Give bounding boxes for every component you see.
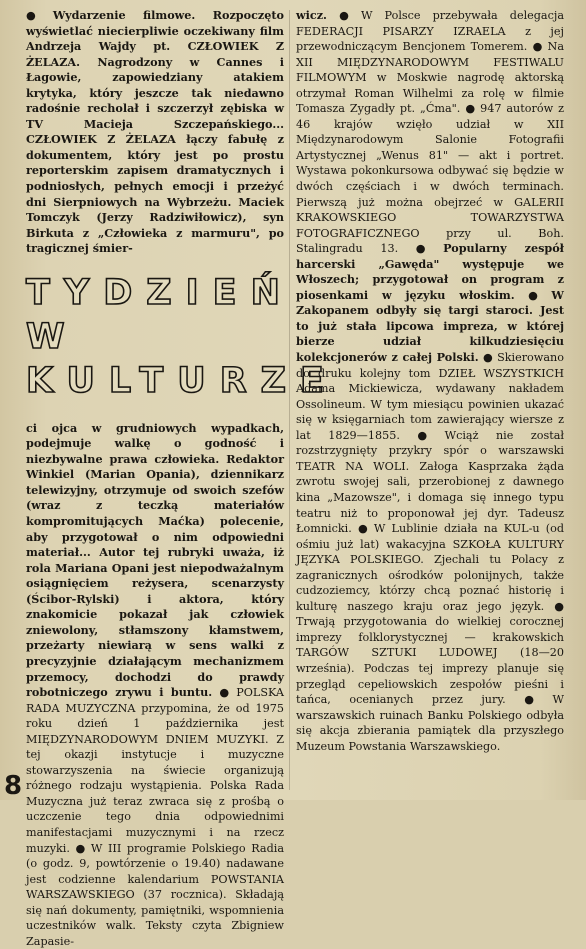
article-zakopane-fair: W Zakopanem odbyły się targi staroci. Jest to już stała lipcowa impreza, w której bierze udział kilkudziesięciu kolekcjonerów z całej Polski. <box>296 287 564 365</box>
article-teatr-na-woli: Wciąż nie został rozstrzygnięty przykry spór o warszawski TEATR NA WOLI. Załoga Kasprzaka żąda zwrotu swojej sali, przerobionej z dawnego kina „Mazowsze", i domaga się innego typu teatru niż to proponował jej dyr. Tadeusz Łomnicki. <box>296 428 564 536</box>
heading-line-1: TYDZIEŃ <box>26 272 294 313</box>
article-gaweda: Popularny zespół harcerski „Gawęda" występuje we Włoszech; przygotował on program z piosenkami w języku włoskim. <box>296 241 564 302</box>
bullet-icon: ● <box>415 242 426 256</box>
bullet-icon: ● <box>554 599 564 613</box>
bullet-icon: ● <box>465 102 476 116</box>
bullet-icon: ● <box>417 428 428 442</box>
article-folk-fair: Trwają przygotowania do wielkiej corocznej imprezy folklorystycznej — krakowskich TARGÓW SZTUKI LUDOWEJ (18—20 września). Podczas tej imprezy planuje się przegląd cepeliowskich zespołów pieśni i tańca, ocenianych przez jury. <box>296 615 564 707</box>
right-column <box>296 8 564 754</box>
bullet-icon: ● <box>339 9 349 22</box>
section-heading <box>26 271 338 403</box>
article-moscow-festival: Na XII MIĘDZYNARODOWYM FESTIWALU FILMOWYM w Moskwie nagrodę aktorską otrzymał Roman Wilhelmi za rolę w filmie Tomasza Zygadły pt. „Ćma". <box>296 40 564 116</box>
left-column <box>26 8 338 949</box>
bullet-icon: ● <box>357 522 368 536</box>
bullet-icon: ● <box>524 693 535 707</box>
heading-line-2: W KULTURZE <box>26 316 338 401</box>
article-music-day: POLSKA RADA MUZYCZNA przypomina, że od 1975 roku dzień 1 października jest MIĘDZYNARODOWYM DNIEM MUZYKI. Z tej okazji instytucje i muzyczne stowarzyszenia na świecie organizują różnego rodzaju wystąpienia. Polska Rada Muzyczna już teraz zwraca się z prośbą o uczczenie tego dnia odpowiednimi manifestacjami muzycznymi i na rzecz muzyki. <box>26 686 284 855</box>
article-mickiewicz: Skierowano do druku kolejny tom DZIEŁ WSZYSTKICH Adama Mickiewicza, wydawany nakładem Ossolineum. W tym miesiącu powinien ukazać się w księgarniach tom zawierający wiersze z lat 1829—1855. <box>296 351 564 442</box>
bullet-icon: ● <box>532 40 543 54</box>
article-photo-salon: 947 autorów z 46 krajów wzięło udział w XII Międzynarodowym Salonie Fotografii Artystycznej „Wenus 81" — akt i portret. Wystawa pokonkursowa odbywać się będzie w dwóch częściach i w dwóch terminach. Pierwszą już można obejrzeć w GALERII KRAKOWSKIEGO TOWARZYSTWA FOTOGRAFICZNEGO przy ul. Boh. Stalingradu 13. <box>296 102 565 256</box>
article-kul-school: W Lublinie działa na KUL-u (od ośmiu już lat) wakacyjna SZKOŁA KULTURY JĘZYKA POLSKIEGO. Zjechali tu Polacy z zagranicznych ośrodków polonijnych, także cudzoziemcy, którzy chcą poznać historię i kulturę naszego kraju oraz jego język. <box>296 522 564 613</box>
bullet-icon: ● <box>26 9 36 22</box>
page-number: 8 <box>4 771 23 801</box>
article-film-continued: ci ojca w grudniowych wypadkach, podejmuje walkę o godność i niezbywalne prawa człowieka. Redaktor Winkiel (Marian Opania), dziennikarz telewizyjny, otrzymuje od swoich szefów (wraz z teczką materiałów kompromitujących Maćka) polecenie, aby przygotował o nim odpowiedni materiał... Autor tej rubryki uważa, iż rola Mariana Opani jest niepodważalnym osiągnięciem reżysera, scenarzysty (Ścibor-Rylski) i aktora, który znakomicie pokazał jak człowiek zniewolony, stłamszony kłamstwem, przeżarty niewiarą w sens walki z precyzyjnie działającym mechanizmem przemocy, dochodzi do prawdy robotniczego zrywu i buntu. ● POLSKA RADA MUZYCZNA przypomina, że od 1975 roku dzień 1 października jest MIĘDZYNARODOWYM DNIEM MUZYKI. Z tej okazji instytucje i muzyczne stowarzyszenia na świecie organizują różnego rodzaju wystąpienia. Polska Rada Muzyczna już teraz zwraca się z prośbą o uczczenie tego dnia odpowiednimi manifestacjami muzycznymi i na rzecz muzyki. ● W III programie Polskiego Radia (o godz. 9, powtórzenie o 19.40) nadawane jest codzienne kalendarium POWSTANIA WARSZAWSKIEGO (37 rocznica). Składają się nań dokumenty, pamiętniki, wspomnienia uczestników walk. Teksty czyta Zbigniew Zapasie- <box>26 420 284 948</box>
article-film-lead: ● Wydarzenie filmowe. Rozpoczęto wyświetlać niecierpliwie oczekiwany film Andrzeja Wajdy pt. CZŁOWIEK Z ŻELAZA. Nagrodzony w Cannes i Łagowie, zapowiedziany atakiem krytyka, który jeszcze tak niedawno radośnie recholał i szczerzył zębiska w TV Macieja Szczepańskiego... CZŁOWIEK Z ŻELAZA łączy fabułę z dokumentem, który jest po prostu reporterskim zapisem dramatycznych i podniosłych, pełnych emocji i przeżyć dni Sierpniowych na Wybrzeżu. Maciek Tomczyk (Jerzy Radziwiłowicz), syn Birkuta z „Człowieka z marmuru", po tragicznej śmier- <box>26 8 285 256</box>
bullet-icon: ● <box>75 841 86 855</box>
article-writers-delegation: W Polsce przebywała delegacja FEDERACJI PISARZY IZRAELA z jej przewodniczącym Bencjonem Tomerem. <box>296 9 565 54</box>
article-radio: W III programie Polskiego Radia (o godz. 9, powtórzenie o 19.40) nadawane jest codzienne kalendarium POWSTANIA WARSZAWSKIEGO (37 rocznica). Składają się nań dokumenty, pamiętniki, wspomnienia uczestników walk. Teksty czyta Zbigniew Zapasie- <box>26 841 284 948</box>
article-stream: wicz. ● W Polsce przebywała delegacja FEDERACJI PISARZY IZRAELA z jej przewodniczącym Bencjonem Tomerem. ● Na XII MIĘDZYNARODOWYM FESTIWALU FILMOWYM w Moskwie nagrodę aktorską otrzymał Roman Wilhelmi za rolę w filmie Tomasza Zygadły pt. „Ćma". ● 947 autorów z 46 krajów wzięło udział w XII Międzynarodowym Salonie Fotografii Artystycznej „Wenus 81" — akt i portret. Wystawa pokonkursowa odbywać się będzie w dwóch częściach i w dwóch terminach. Pierwszą już można obejrzeć w GALERII KRAKOWSKIEGO TOWARZYSTWA FOTOGRAFICZNEGO przy ul. Boh. Stalingradu 13. ● Popularny zespół harcerski „Gawęda" występuje we Włoszech; przygotował on program z piosenkami w języku włoskim. ● W Zakopanem odbyły się targi staroci. Jest to już stała lipcowa impreza, w której bierze udział kilkudziesięciu kolekcjonerów z całej Polski. ● Skierowano do druku kolejny tom DZIEŁ WSZYSTKICH Adama Mickiewicza, wydawany nakładem Ossolineum. W tym miesiącu powinien ukazać się w księgarniach tom zawierający wiersze z lat 1829—1855. ● Wciąż nie został rozstrzygnięty przykry spór o warszawski TEATR NA WOLI. Załoga Kasprzaka żąda zwrotu swojej sali, przerobionej z dawnego kina „Mazowsze", i domaga się innego typu teatru niż to proponował jej dyr. Tadeusz Łomnicki. ● W Lublinie działa na KUL-u (od ośmiu już lat) wakacyjna SZKOŁA KULTURY JĘZYKA POLSKIEGO. Zjechali tu Polacy z zagranicznych ośrodków polonijnych, także cudzoziemcy, którzy chcą poznać historię i kulturę naszego kraju oraz jego język. ● Trwają przygotowania do wielkiej corocznej imprezy folklorystycznej — krakowskich TARGÓW SZTUKI LUDOWEJ (18—20 września). Podczas tej imprezy planuje się przegląd cepeliowskich zespołów pieśni i tańca, ocenianych przez jury. ● W warszawskich ruinach Banku Polskiego odbyła się akcja zbierania pamiątek dla przyszłego Muzeum Powstania Warszawskiego. <box>296 8 565 753</box>
article-bank-ruins: W warszawskich ruinach Banku Polskiego odbyła się akcja zbierania pamiątek dla przyszłego Muzeum Powstania Warszawskiego. <box>296 693 565 753</box>
bullet-icon: ● <box>219 686 230 700</box>
bullet-icon: ● <box>528 288 538 302</box>
bullet-icon: ● <box>483 351 493 365</box>
